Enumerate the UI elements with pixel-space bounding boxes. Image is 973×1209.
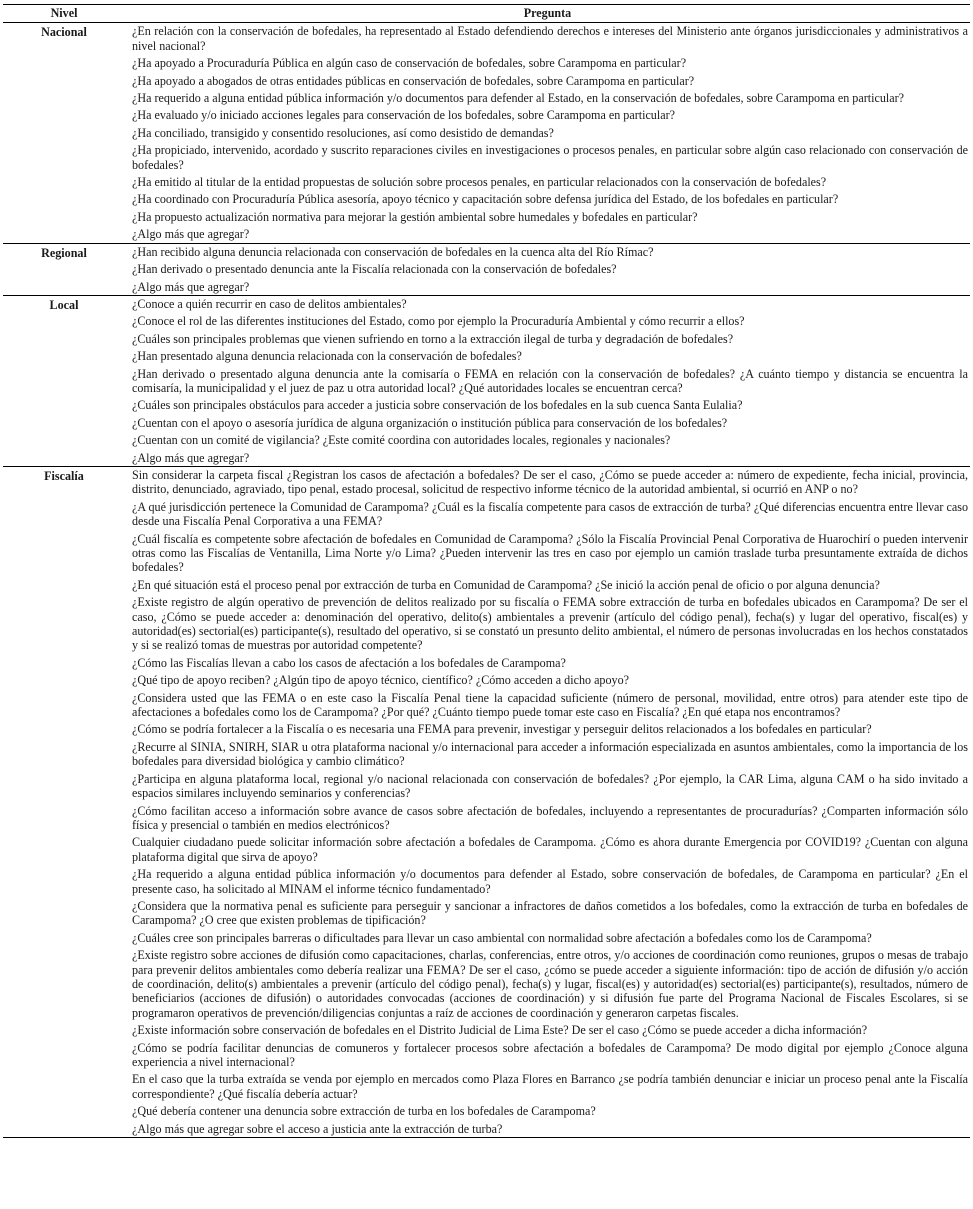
question-item: ¿Existe registro sobre acciones de difusión como capacitaciones, charlas, conferencias, entre otros, y/o acciones de coordinación como reuniones, grupos o mesas de trabajo para prevenir delitos ambientales como debería realizar una FEMA? De ser el caso, ¿cómo se puede acceder a siguiente información: tipo de acción de difusión y/o acción de coordinación, delito(s) ambientales a prevenir (artículo del código penal), fecha(s) y lugar, fiscal(es) y autoridad(es) sectorial(es) participante(s), resultados, número de beneficiarios (acciones de difusión) o autoridades convocadas (acciones de coordinación) y si difusión fue parte del Programa Nacional de Fiscales Escolares, si se programaron operativos de prevención/diligencias conjuntas a raíz de acciones de coordinación y generaron carpetas fiscales. <box>132 948 968 1020</box>
question-item: ¿En relación con la conservación de bofedales, ha representado al Estado defendiendo derechos e intereses del Ministerio ante órganos jurisdiccionales y administrativos a nivel nacional? <box>132 24 968 53</box>
question-item: ¿Algo más que agregar? <box>132 227 250 242</box>
question-item: ¿Considera usted que las FEMA o en este caso la Fiscalía Penal tiene la capacidad suficiente (número de personal, movilidad, entre otros) para atender este tipo de afectaciones a bofedales como los de Carampoma? ¿Por qué? ¿Cuánto tiempo puede tomar este caso en Fiscalía? ¿En qué etapa nos encontramos? <box>132 690 968 720</box>
question-item: ¿Han derivado o presentado alguna denuncia ante la comisaría o FEMA en relación con la conservación de bofedales? ¿A cuánto tiempo y distancia se encuentra la comisaría, la municipalidad y el juez de paz u otra autoridad local? ¿Qué autoridades locales se encuentran cerca? <box>132 366 968 395</box>
question-item: ¿Cómo se podría fortalecer a la Fiscalía o es necesaria una FEMA para prevenir, investigar y perseguir delitos relacionados a los bofedales en particular? <box>132 722 872 737</box>
question-item: ¿Qué tipo de apoyo reciben? ¿Algún tipo de apoyo técnico, científico? ¿Cómo acceden a dicho apoyo? <box>132 673 629 688</box>
questions-table <box>3 4 970 1138</box>
question-item: ¿Ha propuesto actualización normativa para mejorar la gestión ambiental sobre humedales y bofedales en particular? <box>132 209 698 224</box>
level-label: Fiscalía <box>44 468 84 483</box>
question-item: ¿Ha requerido a alguna entidad pública información y/o documentos para defender al Estado, sobre conservación de bofedales, de Carampoma en particular? ¿En el presente caso, ha solicitado al MINAM el informe técnico fundamentado? <box>132 867 968 896</box>
question-item: En el caso que la turba extraída se venda por ejemplo en mercados como Plaza Flores en Barranco ¿se podría también denunciar e iniciar un proceso penal ante la Fiscalía correspondiente? ¿Qué fiscalía debería actuar? <box>132 1072 968 1101</box>
question-item: ¿Cuáles son principales problemas que vienen sufriendo en torno a la extracción ilegal de turba y degradación de bofedales? <box>132 331 734 346</box>
question-item: Sin considerar la carpeta fiscal ¿Registran los casos de afectación a bofedales? De ser el caso, ¿Cómo se puede acceder a: número de expediente, fecha inicial, provincia, distrito, denunciado, agraviado, tipo penal, estado procesal, solicitud de respectivo informe técnico de la autoridad ambiental, si ocurrió en ANP o no? <box>132 467 968 497</box>
question-item: ¿Cuáles son principales obstáculos para acceder a justicia sobre conservación de los bofedales en la sub cuenca Santa Eulalia? <box>132 398 743 413</box>
question-item: ¿Qué debería contener una denuncia sobre extracción de turba en los bofedales de Carampoma? <box>132 1104 596 1119</box>
question-item: ¿Algo más que agregar? <box>132 450 250 465</box>
question-item: ¿Existe información sobre conservación de bofedales en el Distrito Judicial de Lima Este? De ser el caso ¿Cómo se puede acceder a dicha información? <box>132 1023 868 1038</box>
question-item: ¿Ha emitido al titular de la entidad propuestas de solución sobre procesos penales, en particular relacionados con la conservación de bofedales? <box>132 175 827 190</box>
question-item: ¿Ha coordinado con Procuraduría Pública asesoría, apoyo técnico y capacitación sobre defensa jurídica del Estado, de los bofedales en particular? <box>132 192 839 207</box>
question-item: ¿Ha propiciado, intervenido, acordado y suscrito reparaciones civiles en investigaciones o procesos penales, en particular sobre algún caso relacionado con conservación de bofedales? <box>132 143 968 172</box>
question-item: ¿Existe registro de algún operativo de prevención de delitos realizado por su fiscalía o FEMA sobre extracción de turba en bofedales ubicados en Carampoma? De ser el caso, ¿Cómo se puede acceder a: denominación del operativo, delito(s) ambientales a prevenir (artículo del código penal), fecha(s) y lugar del operativo, fiscal(es) y autoridad(es) sectorial(es) participante(s), resultado del operativo, si se constató un presunto delito ambiental, el número de personas involucradas en los hechos constatados y si se realizó tomas de muestras por autoridad competente? <box>132 595 968 653</box>
level-column-header: Nivel <box>50 6 78 20</box>
question-item: ¿Ha evaluado y/o iniciado acciones legales para conservación de los bofedales, sobre Carampoma en particular? <box>132 108 675 123</box>
question-list <box>125 295 970 466</box>
question-item: ¿Cómo facilitan acceso a información sobre avance de casos sobre afectación de bofedales, incluyendo a representantes de procuradurías? ¿Comparten información sólo física y presencial o también en medios electrónicos? <box>132 803 968 832</box>
question-item: ¿Han derivado o presentado denuncia ante la Fiscalía relacionada con la conservación de bofedales? <box>132 262 617 277</box>
question-item: ¿Cuáles cree son principales barreras o dificultades para llevar un caso ambiental con normalidad sobre afectación a bofedales como los de Carampoma? <box>132 930 872 945</box>
question-item: ¿Ha apoyado a abogados de otras entidades públicas en conservación de bofedales, sobre Carampoma en particular? <box>132 73 695 88</box>
question-item: ¿Algo más que agregar sobre el acceso a justicia ante la extracción de turba? <box>132 1121 503 1136</box>
level-label: Nacional <box>41 25 87 40</box>
question-item: ¿Han presentado alguna denuncia relacionada con la conservación de bofedales? <box>132 349 522 364</box>
question-item: ¿Cuentan con el apoyo o asesoría jurídica de alguna organización o institución pública para conservación de los bofedales? <box>132 415 728 430</box>
question-item: ¿Conoce a quién recurrir en caso de delitos ambientales? <box>132 296 407 311</box>
question-item: ¿A qué jurisdicción pertenece la Comunidad de Carampoma? ¿Cuál es la fiscalía competente para casos de extracción de turba? ¿Qué diferencias encuentra entre llevar caso desde una Fiscalía Penal Corporativa a una FEMA? <box>132 499 968 529</box>
question-item: ¿Participa en alguna plataforma local, regional y/o nacional relacionada con conservación de bofedales? ¿Por ejemplo, la CAR Lima, alguna CAM o ha sido invitado a espacios similares incluyendo seminarios y conferencias? <box>132 771 968 801</box>
question-item: ¿Considera que la normativa penal es suficiente para perseguir y sancionar a infractores de daños cometidos a los bofedales, como la extracción de turba en bofedales de Carampoma? ¿O cree que existen problemas de tipificación? <box>132 898 968 928</box>
question-list <box>125 23 970 243</box>
table-header-row <box>3 5 970 23</box>
level-group-row <box>3 23 970 243</box>
question-item: ¿Recurre al SINIA, SNIRH, SIAR u otra plataforma nacional y/o internacional para acceder a información especializada en asuntos ambientales, como la importancia de los bofedales para diversidad biológica y cambio climático? <box>132 739 968 769</box>
question-item: ¿En qué situación está el proceso penal por extracción de turba en Comunidad de Carampoma? ¿Se inició la acción penal de oficio o por alguna denuncia? <box>132 577 880 592</box>
question-item: ¿Cómo las Fiscalías llevan a cabo los casos de afectación a los bofedales de Carampoma? <box>132 655 566 670</box>
question-item: ¿Cómo se podría facilitar denuncias de comuneros y fortalecer procesos sobre afectación a bofedales de Carampoma? De modo digital por ejemplo ¿Conoce alguna experiencia a nivel internacional? <box>132 1040 968 1069</box>
level-group-row <box>3 466 970 1137</box>
level-label: Local <box>49 297 79 312</box>
level-group-row <box>3 243 970 295</box>
question-item: ¿Ha conciliado, transigido y consentido resoluciones, así como desistido de demandas? <box>132 125 554 140</box>
question-list <box>125 466 970 1137</box>
question-item: ¿Cuál fiscalía es competente sobre afectación de bofedales en Comunidad de Carampoma? ¿Sólo la Fiscalía Provincial Penal Corporativa de Huarochirí o pueden intervenir otras como las Fiscalías de Ventanilla, Lima Norte y/o Lima? ¿Pueden intervenir las tres en caso por ejemplo un camión traslade turba presuntamente extraída de dichos bofedales? <box>132 531 968 575</box>
question-item: Cualquier ciudadano puede solicitar información sobre afectación a bofedales de Carampoma. ¿Cómo es ahora durante Emergencia por COVID19? ¿Cuentan con alguna plataforma digital que sirva de apoyo? <box>132 835 968 864</box>
level-label: Regional <box>41 245 87 260</box>
question-item: ¿Ha apoyado a Procuraduría Pública en algún caso de conservación de bofedales, sobre Carampoma en particular? <box>132 56 687 71</box>
question-item: ¿Conoce el rol de las diferentes instituciones del Estado, como por ejemplo la Procuraduría Ambiental y cómo recurrir a ellos? <box>132 314 745 329</box>
question-column-header: Pregunta <box>523 6 572 20</box>
question-item: ¿Han recibido alguna denuncia relacionada con conservación de bofedales en la cuenca alta del Río Rímac? <box>132 244 654 259</box>
question-item: ¿Algo más que agregar? <box>132 279 250 294</box>
question-list <box>125 243 970 295</box>
table-body <box>3 23 970 1138</box>
question-item: ¿Ha requerido a alguna entidad pública información y/o documentos para defender al Estado, en la conservación de bofedales, sobre Carampoma en particular? <box>132 91 905 106</box>
level-group-row <box>3 295 970 466</box>
question-item: ¿Cuentan con un comité de vigilancia? ¿Este comité coordina con autoridades locales, regionales y nacionales? <box>132 433 671 448</box>
